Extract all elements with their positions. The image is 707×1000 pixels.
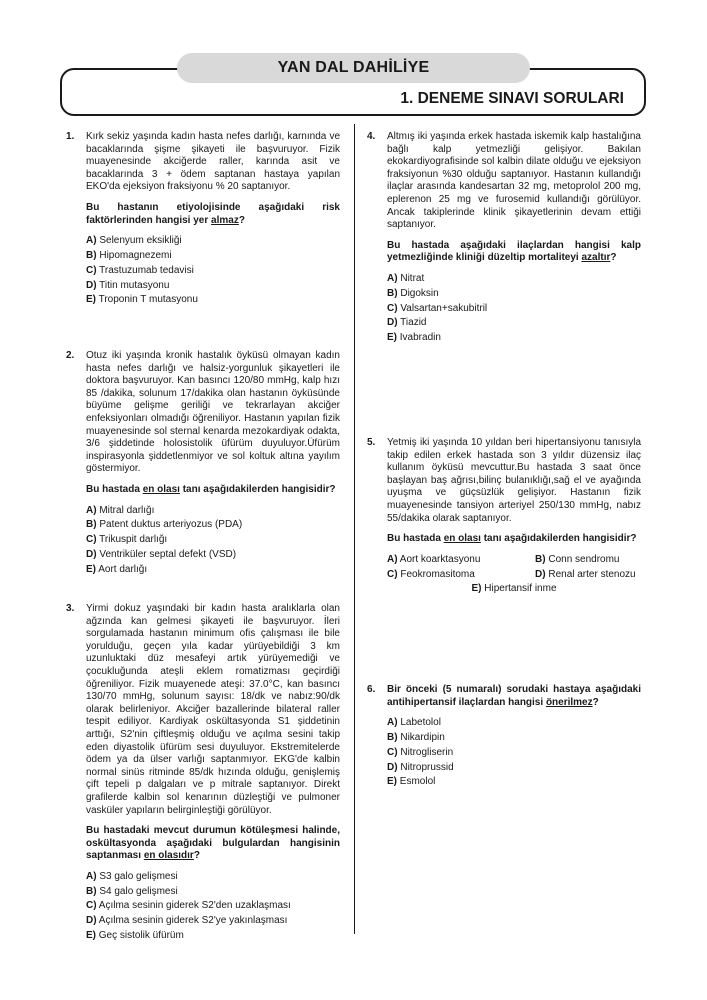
option-c[interactable]: C) Valsartan+sakubitril [387, 302, 488, 314]
header-title-pill [177, 53, 530, 83]
option-a[interactable]: A) Selenyum eksikliği [86, 235, 182, 247]
option-b[interactable]: B) Patent duktus arteriyozus (PDA) [86, 519, 243, 531]
question-1 [66, 131, 340, 309]
option-b[interactable]: B) Hipomagnezemi [86, 249, 172, 261]
question-number: 5. [367, 437, 376, 448]
question-4 [367, 131, 641, 347]
question-number: 2. [66, 350, 75, 361]
question-prompt: Bu hastadaki mevcut durumun kötüleşmesi halinde, oskültasyonda aşağıdaki bulgulardan hangisinin saptanması en olasıdır? [86, 825, 340, 862]
emphasis-word: en olası [142, 483, 180, 495]
option-b[interactable]: B) Nikardipin [387, 731, 445, 743]
option-b[interactable]: B) S4 galo gelişmesi [86, 885, 178, 897]
option-a[interactable]: A) Nitrat [387, 272, 425, 284]
question-prompt: Bir önceki (5 numaralı) sorudaki hastaya aşağıdaki antihipertansif ilaçlardan hangisi önerilmez? [387, 684, 641, 708]
question-number: 1. [66, 131, 75, 142]
option-b[interactable]: B) Digoksin [387, 287, 439, 299]
question-3 [66, 603, 340, 945]
option-e[interactable]: E) Geç sistolik üfürüm [86, 930, 184, 941]
column-divider [354, 124, 355, 934]
option-c[interactable]: C) Trikuspit darlığı [86, 534, 168, 546]
question-stem: Altmış iki yaşında erkek hastada iskemik kalp hastalığına bağlı kalp yetmezliği gelişiyor. Bakılan ekokardiyografisinde sol kalbin dilate olduğu ve ejeksiyon fraksiyonun %30 olduğu saptanıyor. Hastanın kullandığı ilaçlar arasında kandesartan 32 mg, metoprolol 200 mg, eplerenon 25 mg ve furosemid kullandığı görülüyor. Ancak takiplerinde klinik şikayetlerinin devam ettiği saptanıyor. [387, 131, 641, 231]
emphasis-word: en olasıdır [143, 850, 194, 862]
question-stem: Kırk sekiz yaşında kadın hasta nefes darlığı, karnında ve bacaklarında şişme şikayeti ile başvuruyor. Fizik muayenesinde akciğerde raller, karında asit ve bacaklarında 3 + ödem saptanan hastaya yapılan EKO'da ejeksiyon fraksiyonu % 20 saptanıyor. [86, 131, 340, 193]
option-list [387, 554, 641, 581]
emphasis-word: en olası [443, 533, 481, 545]
option-c[interactable]: C) Nitrogliserin [387, 746, 454, 758]
question-2 [66, 350, 340, 578]
question-prompt: Bu hastada en olası tanı aşağıdakilerden hangisidir? [387, 533, 637, 545]
option-d[interactable]: D) Açılma sesinin giderek S2'ye yakınlaşması [86, 915, 288, 927]
option-d[interactable]: D) Ventriküler septal defekt (VSD) [86, 548, 237, 560]
option-e[interactable]: E) Ivabradin [387, 332, 441, 344]
option-e[interactable]: E) Troponin T mutasyonu [86, 294, 198, 306]
emphasis-word: azaltır [581, 252, 611, 264]
header-title: YAN DAL DAHİLİYE [277, 59, 430, 76]
question-number: 3. [66, 603, 75, 614]
option-d[interactable]: D) Titin mutasyonu [86, 279, 170, 291]
option-list [86, 871, 340, 943]
option-a[interactable]: A) Labetolol [387, 717, 441, 729]
emphasis-word: almaz [211, 214, 239, 226]
option-a[interactable]: A) S3 galo gelişmesi [86, 870, 178, 882]
question-6 [367, 684, 641, 791]
question-number: 4. [367, 131, 376, 142]
option-list [86, 505, 340, 577]
emphasis-word: önerilmez [545, 696, 593, 708]
option-c[interactable]: C) Feokromasitoma [387, 568, 475, 580]
question-prompt: Bu hastada en olası tanı aşağıdakilerden hangisidir? [86, 483, 336, 495]
option-d[interactable]: D) Tiazid [387, 317, 427, 329]
option-e[interactable]: E) Hipertansif inme [471, 583, 557, 595]
option-e[interactable]: E) Aort darlığı [86, 563, 148, 575]
option-b[interactable]: B) Conn sendromu [535, 553, 620, 565]
option-list [387, 717, 641, 789]
option-c[interactable]: C) Trastuzumab tedavisi [86, 264, 194, 276]
question-stem: Otuz iki yaşında kronik hastalık öyküsü olmayan kadın hasta nefes darlığı ve halsiz-yorgunluk şikayetleri ile doktora başvuruyor. Kan basıncı 120/80 mmHg, kalp hızı 85 /dakika, solunum 17/dakika olan hastanın öyküsünde büyüme gelişme geriliği ve tekrarlayan akciğer enfeksiyonları olmadığı öğreniliyor. Hastanın yapılan fizik muayenesinde sol sternal kenarda mezokardiyak odakta, 3/6 şiddetinde holosistolik üfürüm duyuluyor.Üfürüm inspirasyonla şiddetlenmiyor ve sol koltuk altına yayılım göstermiyor. [86, 350, 340, 475]
option-d[interactable]: D) Renal arter stenozu [535, 568, 636, 580]
question-stem: Yetmiş iki yaşında 10 yıldan beri hipertansiyonu tanısıyla takip edilen erkek hastada son 3 yıldır düzensiz ilaç kullanım öyküsü mevcuttur.Bu hastada 3 saat önce başlayan baş ağrısı,bilinç bulanıklığı,sağ el ve ayağında uyuşma ve güçsüzlük gelişiyor. Hastanın fizik muayenesinde tansiyon arteriyel 250/130 mmHg, nabız 55/dakika olarak saptanıyor. [387, 437, 641, 524]
option-a[interactable]: A) Mitral darlığı [86, 504, 155, 516]
question-number: 6. [367, 684, 376, 695]
question-5 [367, 437, 641, 596]
question-prompt: Bu hastanın etiyolojisinde aşağıdaki risk faktörlerinden hangisi yer almaz? [86, 201, 340, 226]
option-a[interactable]: A) Aort koarktasyonu [387, 553, 481, 565]
option-d[interactable]: D) Nitroprussid [387, 761, 454, 773]
option-list [86, 235, 340, 307]
question-stem: Yirmi dokuz yaşındaki bir kadın hasta aralıklarla olan ağzında kan gelmesi şikayeti ile başvuruyor. İleri sorgulamada hastanın minimum ofis çalışması ile bile yorulduğu, geçen yıla kadar yürüyebildiği 3 km uzunluktaki düz mesafeyi artık yürüyemediği ve çocukluğunda ateşli eklem romatizması geçirdiği öğreniliyor. Fizik muayenede ateşi: 37.0°C, kan basıncı 130/70 mmHg, solunum sayısı: 18/dk ve nabız:90/dk olarak belirleniyor. Akciğer bazallerinde bilateral raller tespit ediliyor. Kardiyak oskültasyonda S1 şiddetinin arttığı, S2'nin çiftleşmiş olduğu ve açılma sesini takip eden diyastolik üfürüm sesi duyuluyor. Ekstremitelerde ödem ya da ülser varlığı saptanmıyor. EKG'de kalbin normal sinüs ritminde 85/dk hızında olduğu, genişlemiş çift tepeli p dalgaları ve p mitrale saptanıyor. Direkt grafilerde kalbin sol kenarının düzleştiği ve pulmoner vasküler yapıların belirginleştiği görülüyor. [86, 603, 340, 816]
header-subtitle: 1. DENEME SINAVI SORULARI [400, 90, 624, 107]
option-list [387, 273, 641, 345]
option-c[interactable]: C) Açılma sesinin giderek S2'den uzaklaşması [86, 900, 291, 912]
question-prompt: Bu hastada aşağıdaki ilaçlardan hangisi kalp yetmezliğinde kliniği düzeltip mortaliteyi azaltır? [387, 239, 641, 264]
option-e[interactable]: E) Esmolol [387, 776, 436, 788]
